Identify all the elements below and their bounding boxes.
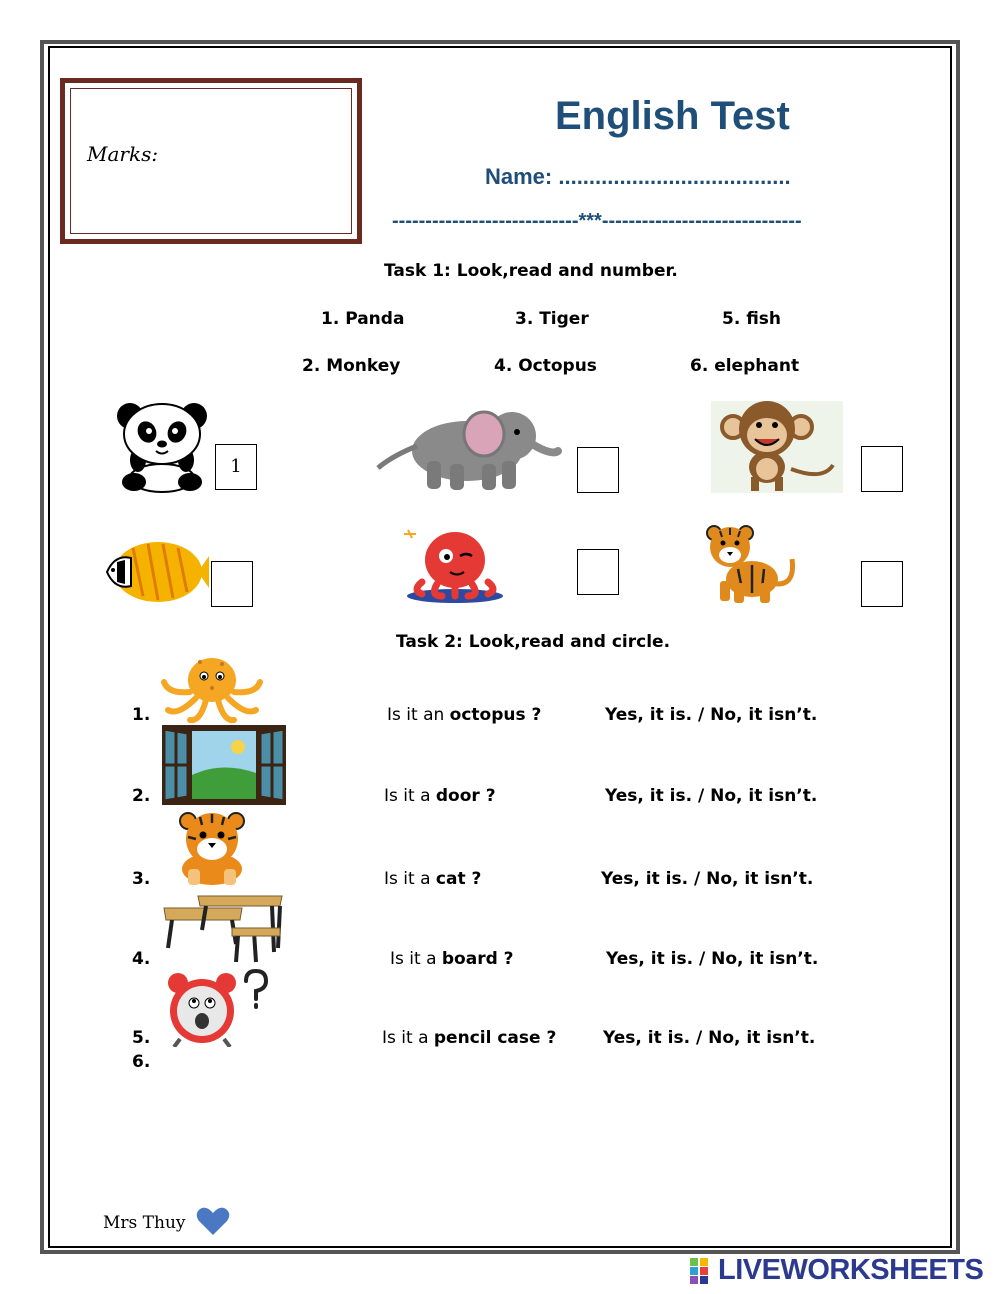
word-fish: 5. fish: [722, 309, 782, 329]
task2-heading: Task 2: Look,read and circle.: [396, 632, 671, 652]
answer-box-elephant[interactable]: [577, 447, 619, 493]
page-title: English Test: [555, 94, 790, 138]
tiger-question-image: [168, 807, 256, 887]
question-number-2: 2.: [132, 786, 151, 806]
task1-heading: Task 1: Look,read and number.: [384, 261, 678, 281]
word-monkey: 2. Monkey: [302, 356, 401, 376]
desk-question-image: [162, 892, 286, 964]
answer-box-panda[interactable]: 1: [215, 444, 257, 490]
liveworksheets-brand: LIVEWORKSHEETS: [718, 1254, 984, 1286]
question-4: Is it a board ?: [390, 949, 514, 969]
tiger-image: [700, 519, 800, 605]
answer-box-octopus[interactable]: [577, 549, 619, 595]
answer-options-2[interactable]: Yes, it is. / No, it isn’t.: [605, 786, 818, 806]
question-2: Is it a door ?: [384, 786, 496, 806]
fish-image: [103, 536, 209, 608]
word-elephant: 6. elephant: [690, 356, 800, 376]
elephant-image: [372, 406, 566, 492]
header-divider: ----------------------------***------------------------------: [392, 210, 802, 232]
word-tiger: 3. Tiger: [515, 309, 589, 329]
question-number-5: 5.: [132, 1028, 151, 1048]
word-octopus: 4. Octopus: [494, 356, 597, 376]
question-number-1: 1.: [132, 705, 151, 725]
answer-box-monkey[interactable]: [861, 446, 903, 492]
question-number-4: 4.: [132, 949, 151, 969]
clock-question-image: [160, 969, 270, 1047]
monkey-image: [711, 401, 843, 493]
window-question-image: [162, 725, 286, 805]
answer-options-1[interactable]: Yes, it is. / No, it isn’t.: [605, 705, 818, 725]
question-1: Is it an octopus ?: [387, 705, 542, 725]
panda-image: [112, 400, 212, 494]
liveworksheets-logo-icon: [690, 1258, 718, 1284]
question-3: Is it a cat ?: [384, 869, 482, 889]
answer-options-3[interactable]: Yes, it is. / No, it isn’t.: [601, 869, 814, 889]
question-number-3: 3.: [132, 869, 151, 889]
octopus-image: [402, 524, 508, 604]
answer-box-fish[interactable]: [211, 561, 253, 607]
question-number-6: 6.: [132, 1052, 151, 1072]
name-field[interactable]: Name: ......................................: [485, 164, 791, 189]
answer-options-4[interactable]: Yes, it is. / No, it isn’t.: [606, 949, 819, 969]
answer-box-tiger[interactable]: [861, 561, 903, 607]
heart-icon: [196, 1206, 230, 1236]
word-panda: 1. Panda: [321, 309, 405, 329]
answer-options-5[interactable]: Yes, it is. / No, it isn’t.: [603, 1028, 816, 1048]
liveworksheets-logo[interactable]: [690, 1254, 983, 1287]
question-5: Is it a pencil case ?: [382, 1028, 557, 1048]
octopus-question-image: [160, 654, 264, 724]
teacher-signature: Mrs Thuy: [103, 1213, 186, 1233]
marks-label: Marks:: [87, 142, 159, 166]
